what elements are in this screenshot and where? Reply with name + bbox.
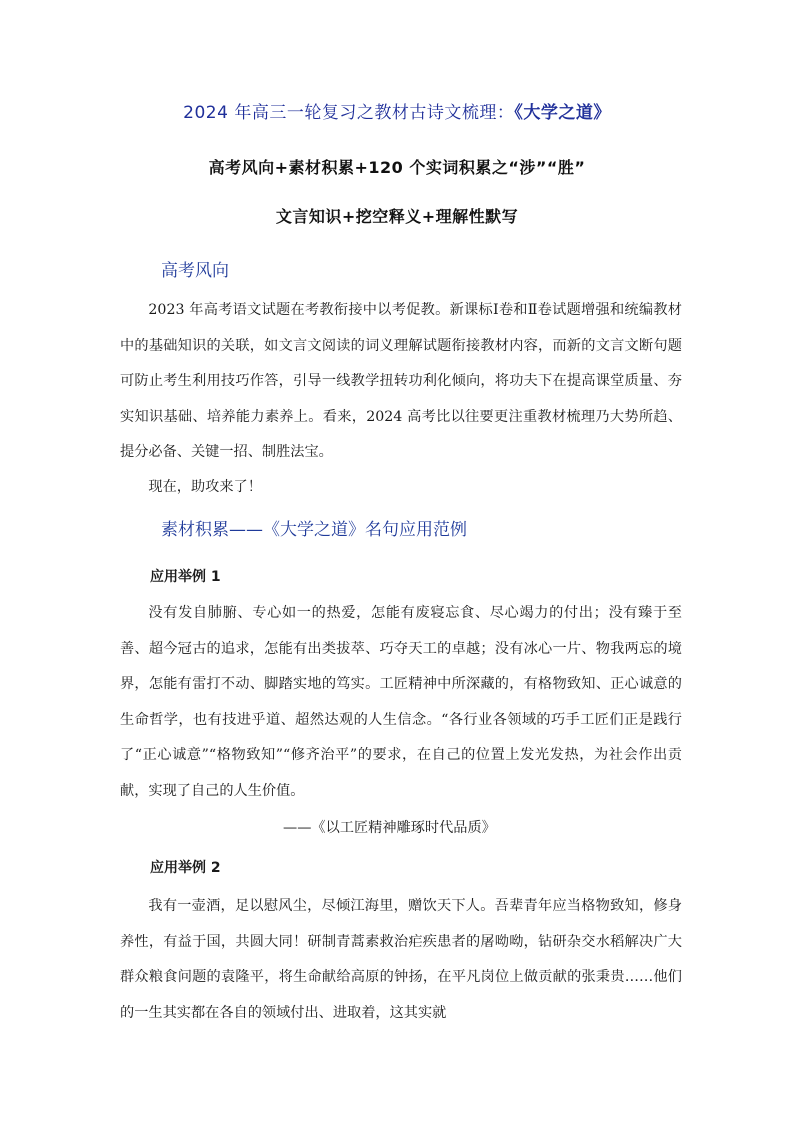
title-highlight: 《大学之道》 [514, 103, 611, 123]
page-title [0, 98, 794, 123]
section-heading-gaokao: 高考风向 [161, 261, 229, 281]
gaokao-paragraph: 2023 年高考语文试题在考教衔接中以考促教。新课标Ⅰ卷和Ⅱ卷试题增强和统编教材中的基础知识的关联，如文言文阅读的词义理解试题衔接教材内容，而新的文言文断句题可防止考生利用技巧作答，引导一线教学扭转功利化倾向，将功夫下在提高课堂质量、夯实知识基础、培养能力素养上。看来，2024 高考比以往要更注重教材梳理乃大势所趋、提分必备、关键一招、制胜法宝。 [120, 302, 682, 460]
example-1-label: 应用举例 1 [150, 569, 221, 585]
example-1-source: ——《以工匠精神雕琢时代品质》 [283, 820, 496, 836]
title-prefix: 2024 年高三一轮复习之教材古诗文梳理： [183, 103, 515, 123]
section-heading-sucai: 素材积累——《大学之道》名句应用范例 [161, 520, 467, 540]
example-2-label: 应用举例 2 [150, 860, 221, 876]
example-2-text: 我有一壶酒，足以慰风尘，尽倾江海里，赠饮天下人。吾辈青年应当格物致知，修身养性，有益于国，共圆大同！研制青蒿素救治疟疾患者的屠呦呦，钻研杂交水稻解决广大群众粮食问题的袁隆平，将生命献给高原的钟扬，在平凡岗位上做贡献的张秉贵……他们的一生其实都在各自的领域付出、进取着，这其实就 [120, 898, 682, 1021]
gaokao-closing: 现在，助攻来了！ [148, 479, 262, 495]
example-1-text: 没有发自肺腑、专心如一的热爱，怎能有废寝忘食、尽心竭力的付出；没有臻于至善、超今冠古的追求，怎能有出类拔萃、巧夺天工的卓越；没有冰心一片、物我两忘的境界，怎能有雷打不动、脚踏实地的笃实。工匠精神中所深藏的，有格物致知、正心诚意的生命哲学，也有技进乎道、超然达观的人生信念。“各行业各领域的巧手工匠们正是践行了“正心诚意”“格物致知”“修齐治平”的要求，在自己的位置上发光发热，为社会作出贡献，实现了自己的人生价值。 [120, 605, 682, 799]
subtitle-line-1: 高考风向+素材积累+120 个实词积累之“涉”“胜” [208, 158, 586, 177]
subtitle-line-2: 文言知识+挖空释义+理解性默写 [275, 207, 519, 226]
